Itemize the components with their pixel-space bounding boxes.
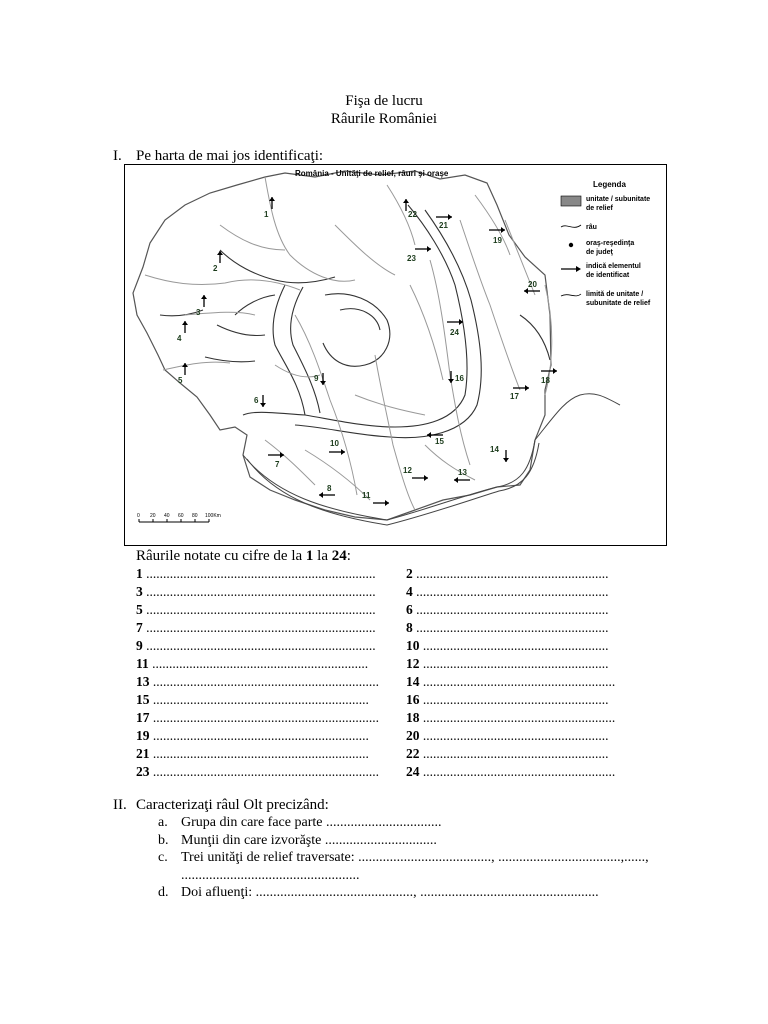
- marker-arrowhead-icon: [427, 246, 431, 252]
- marker-arrowhead-icon: [553, 368, 557, 374]
- marker-arrowhead-icon: [448, 214, 452, 220]
- legend-label-boundary-1: limită de unitate /: [586, 291, 644, 298]
- answer-line: 23 ...................................................................: [136, 764, 379, 779]
- map-marker-label: 5: [178, 376, 183, 385]
- answer-line: 21 ................................................................: [136, 746, 369, 761]
- map-marker-label: 19: [493, 236, 502, 245]
- answer-line: 14 .........................................................: [406, 674, 616, 689]
- map-marker-label: 24: [450, 328, 459, 337]
- scale-tick-label: 100Km: [205, 513, 221, 519]
- answer-line: 24 .........................................................: [406, 764, 616, 779]
- map-marker-label: 12: [403, 466, 412, 475]
- map-romania: [124, 164, 667, 546]
- answer-line: 4 .........................................................: [406, 584, 609, 599]
- marker-arrowhead-icon: [319, 492, 323, 498]
- answer-line: 5 ....................................................................: [136, 602, 376, 617]
- scale-tick-label: 60: [178, 513, 184, 519]
- marker-arrowhead-icon: [424, 475, 428, 481]
- map-marker-label: 2: [213, 264, 218, 273]
- map-marker-label: 23: [407, 254, 416, 263]
- map-marker-label: 8: [327, 484, 332, 493]
- answer-line: 2 .........................................................: [406, 566, 609, 581]
- answer-line: 13 ...................................................................: [136, 674, 379, 689]
- answer-line: 9 ....................................................................: [136, 638, 376, 653]
- marker-arrowhead-icon: [385, 500, 389, 506]
- legend-label-arrow-2: de identificat: [586, 272, 630, 279]
- item-letter: d.: [158, 885, 169, 900]
- scale-tick-label: 20: [150, 513, 156, 519]
- scale-tick-label: 80: [192, 513, 198, 519]
- map-marker-label: 22: [408, 210, 417, 219]
- marker-arrowhead-icon: [403, 199, 409, 203]
- boundary-line-icon: [561, 294, 581, 296]
- page-subtitle: Râurile României: [330, 111, 438, 127]
- answer-line: 8 .........................................................: [406, 620, 609, 635]
- map-marker-label: 3: [196, 308, 201, 317]
- map-marker-label: 9: [314, 374, 319, 383]
- map-marker-label: 1: [264, 210, 269, 219]
- river-line-icon: [561, 225, 581, 227]
- answer-line: 22 .......................................................: [406, 746, 609, 761]
- answer-line: 3 ....................................................................: [136, 584, 376, 599]
- scale-tick-label: 0: [137, 513, 140, 519]
- legend-label-relief-2: de relief: [586, 205, 613, 212]
- marker-arrowhead-icon: [454, 477, 458, 483]
- answer-line: 16 .......................................................: [406, 692, 609, 707]
- answer-line: 10 .......................................................: [406, 638, 609, 653]
- item-text: Doi afluenţi: ............................................., ...................................................: [181, 885, 599, 900]
- map-markers: [177, 197, 557, 506]
- answer-line: 7 ....................................................................: [136, 620, 376, 635]
- legend-label-boundary-2: subunitate de relief: [586, 300, 651, 307]
- map-marker-label: 16: [455, 374, 464, 383]
- map-legend: [561, 180, 651, 307]
- item-letter: b.: [158, 832, 169, 848]
- answer-line: 12 .......................................................: [406, 656, 609, 671]
- answer-line: 15 ................................................................: [136, 692, 369, 707]
- item-text: Grupa din care face parte .................................: [181, 815, 442, 830]
- marker-arrowhead-icon: [427, 432, 431, 438]
- legend-label-city-1: oraş-reşedinţa: [586, 240, 635, 247]
- scale-tick-label: 40: [164, 513, 170, 519]
- map-marker-label: 17: [510, 392, 519, 401]
- marker-arrowhead-icon: [182, 321, 188, 325]
- answer-line: 19 ................................................................: [136, 728, 369, 743]
- country-outline: [133, 171, 551, 520]
- item-text: Munţii din care izvorăşte ................................: [181, 832, 437, 848]
- section-2-heading: Caracterizaţi râul Olt precizând:: [136, 797, 329, 813]
- relief-unit-swatch-icon: [561, 196, 581, 206]
- map-marker-label: 10: [330, 439, 339, 448]
- item-text: Trei unităţi de relief traversate: ......................................, ...................................,......,: [181, 850, 649, 865]
- legend-label-city-2: de judeţ: [586, 249, 613, 256]
- section-1-heading: Pe harta de mai jos identificaţi:: [136, 148, 324, 164]
- answer-line: 18 .........................................................: [406, 710, 616, 725]
- map-marker-label: 15: [435, 437, 444, 446]
- marker-arrowhead-icon: [501, 227, 505, 233]
- answer-line: 6 .........................................................: [406, 602, 609, 617]
- answer-line: 20 .......................................................: [406, 728, 609, 743]
- section-1-numeral: I.: [113, 148, 122, 164]
- map-marker-label: 14: [490, 445, 499, 454]
- map-marker-label: 21: [439, 221, 448, 230]
- item-text: ...................................................: [181, 867, 360, 883]
- marker-arrowhead-icon: [260, 403, 266, 407]
- answer-line: 1 ....................................................................: [136, 566, 376, 581]
- arrowhead-icon: [576, 266, 581, 272]
- map-title: România - Unităţi de relief, râuri şi oraşe: [295, 169, 449, 178]
- answer-line: 11 ................................................................: [136, 656, 369, 671]
- item-letter: c.: [158, 850, 168, 865]
- map-marker-label: 7: [275, 460, 280, 469]
- marker-arrowhead-icon: [525, 385, 529, 391]
- marker-arrowhead-icon: [341, 449, 345, 455]
- section-2-numeral: II.: [113, 797, 127, 813]
- answer-line: 17 ...................................................................: [136, 710, 379, 725]
- city-dot-icon: [569, 243, 573, 247]
- map-marker-label: 18: [541, 376, 550, 385]
- map-marker-label: 6: [254, 396, 259, 405]
- legend-label-arrow-1: indică elementul: [586, 263, 641, 270]
- legend-title: Legenda: [593, 180, 626, 189]
- item-letter: a.: [158, 815, 168, 830]
- marker-arrowhead-icon: [503, 458, 509, 462]
- marker-arrowhead-icon: [280, 452, 284, 458]
- marker-arrowhead-icon: [448, 379, 454, 383]
- page-title: Fişa de lucru: [345, 93, 423, 109]
- map-marker-label: 11: [362, 491, 371, 500]
- map-scale: [137, 513, 221, 522]
- marker-arrowhead-icon: [269, 197, 275, 201]
- legend-label-relief-1: unitate / subunitate: [586, 196, 651, 203]
- map-marker-label: 4: [177, 334, 182, 343]
- map-marker-label: 20: [528, 280, 537, 289]
- answers-intro: Râurile notate cu cifre de la 1 la 24:: [136, 548, 351, 564]
- marker-arrowhead-icon: [201, 295, 207, 299]
- legend-label-river: râu: [586, 224, 597, 231]
- map-marker-label: 13: [458, 468, 467, 477]
